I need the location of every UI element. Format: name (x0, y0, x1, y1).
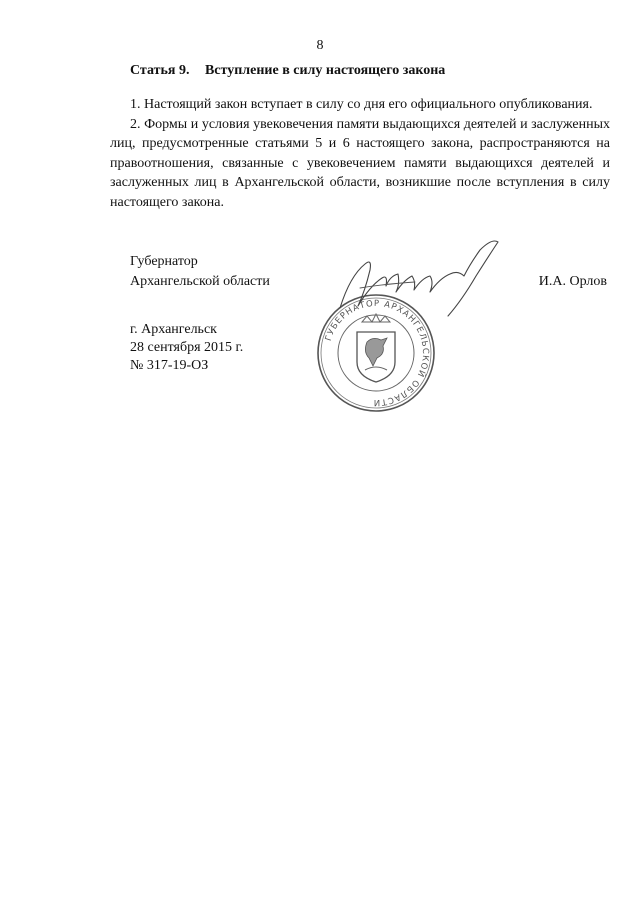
law-number: № 317-19-ОЗ (130, 358, 209, 373)
paragraph-1: 1. Настоящий закон вступает в силу со дня его официального опубликования. (130, 97, 593, 112)
page-number: 8 (316, 38, 324, 53)
seal-text: ГУБЕРНАТОР АРХАНГЕЛЬСКОЙ ОБЛАСТИ (323, 298, 431, 408)
signatory-name: И.А. Орлов (538, 274, 607, 289)
signatory-position-line1: Губернатор (130, 254, 198, 269)
signatory-position (130, 252, 270, 292)
article-body (110, 95, 610, 212)
paragraph-2: 2. Формы и условия увековечения памяти выдающихся деятелей и заслуженных лиц, предусмотренные статьями 5 и 6 настоящего закона, распространяются на правоотношения, связанные с увековечением памяти выдающихся деятелей и заслуженных лиц в Архангельской области, возникшие после вступления в силу настоящего закона. (110, 116, 610, 210)
handwritten-signature (330, 236, 510, 326)
article-label: Статья 9. (130, 63, 190, 78)
article-heading (130, 63, 445, 79)
date: 28 сентября 2015 г. (130, 340, 244, 355)
document-details (130, 321, 243, 375)
city: г. Архангельск (130, 322, 217, 337)
signatory-position-line2: Архангельской области (130, 274, 270, 289)
article-title: Вступление в силу настоящего закона (204, 63, 446, 78)
